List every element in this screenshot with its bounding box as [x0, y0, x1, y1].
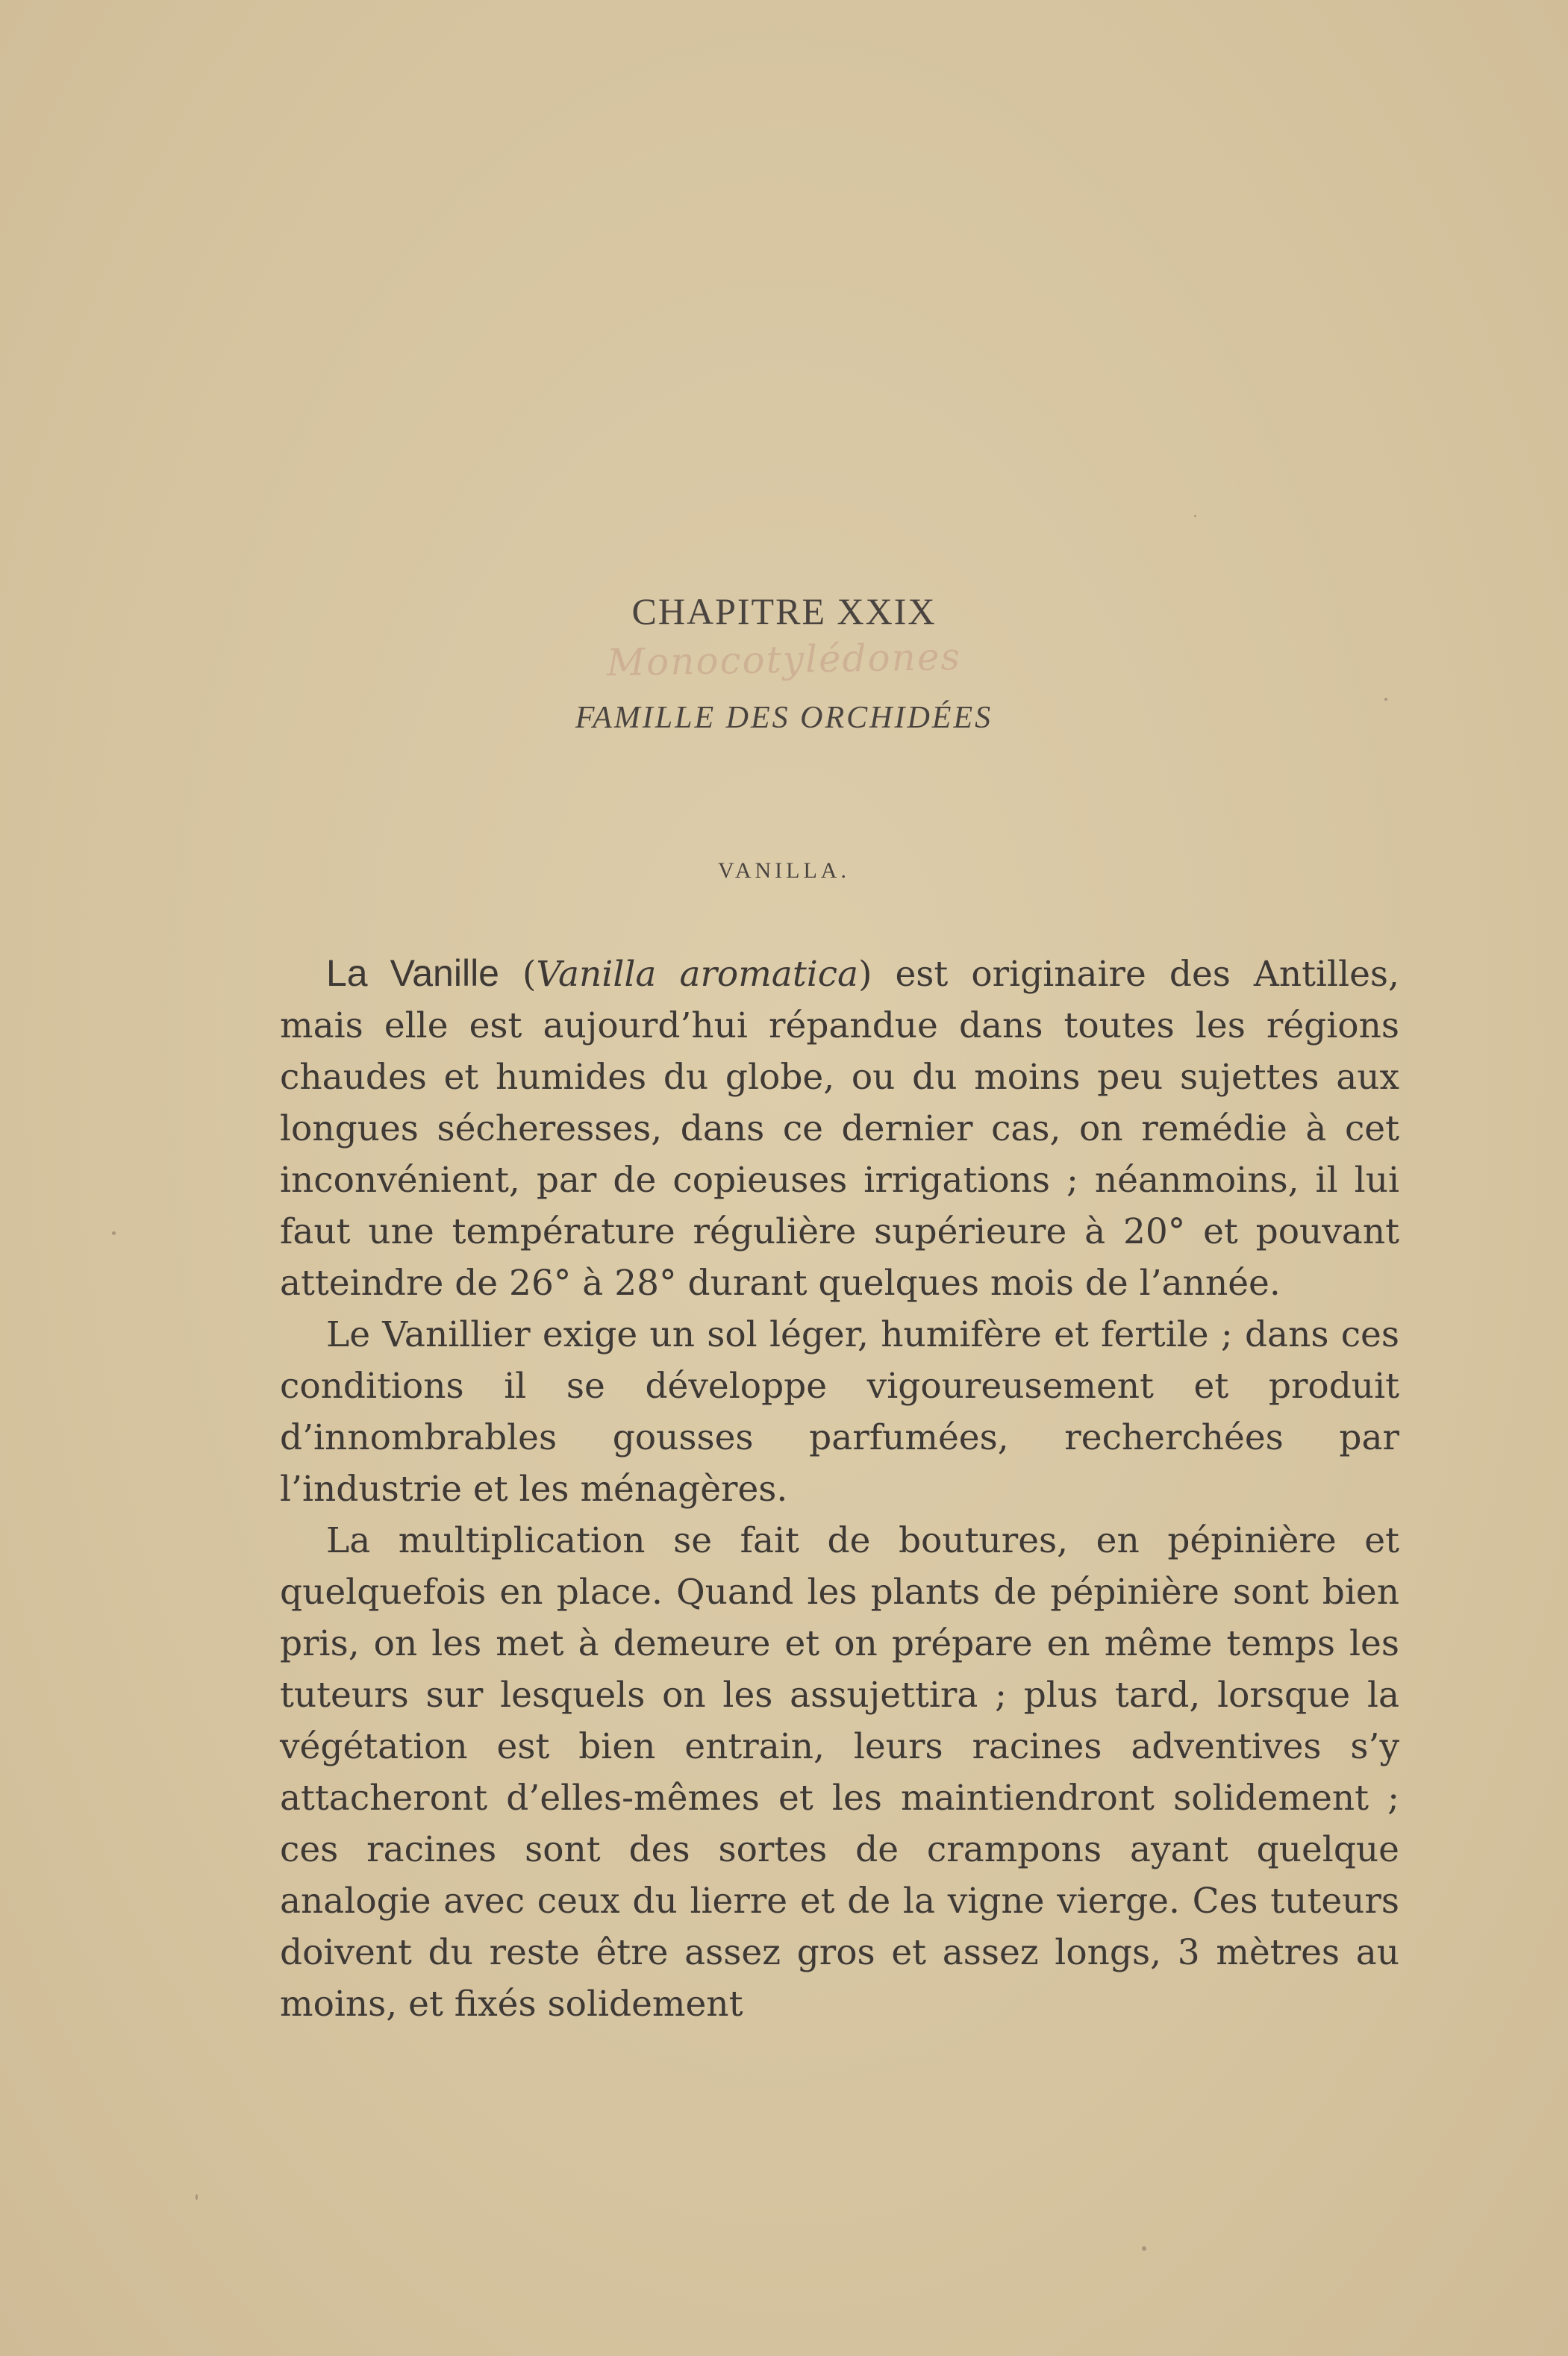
- paragraph-lead: La Vanille: [326, 952, 499, 994]
- paren-open: (: [499, 954, 537, 995]
- paragraph-3: La multiplication se fait de boutures, en pépinière et quelquefois en place. Quand les plants de pépinière sont bien pris, on les met à demeure et on prépare en même temps les tuteurs sur lesquels on les assujettira ; plus tard, lorsque la végétation est bien entrain, leurs racines adventives s’y attacheront d’elles-mêmes et les maintiendront solidement ; ces racines sont des sortes de crampons ayant quelque analogie avec ceux du lierre et de la vigne vierge. Ces tuteurs doivent du reste être assez gros et assez longs, 3 mètres au moins, et fixés solidement: [280, 1520, 1399, 2025]
- paper-speck: [196, 2194, 198, 2200]
- chapter-title: CHAPITRE XXIX: [631, 590, 937, 632]
- paper-speck: [1142, 2246, 1146, 2251]
- paper-speck: [1194, 515, 1196, 517]
- paper-speck: [112, 1231, 116, 1235]
- handwritten-annotation: Monocotylédones: [606, 634, 962, 685]
- paragraph-1: [280, 948, 1399, 1309]
- paper-speck: [1384, 698, 1387, 701]
- body-text: [280, 948, 1399, 2030]
- family-title: FAMILLE DES ORCHIDÉES: [575, 701, 993, 735]
- latin-name: Vanilla aromatica: [536, 954, 859, 995]
- paragraph-text: ) est originaire des Antilles, mais elle est aujourd’hui répandue dans toutes les régions chaudes et humides du globe, ou du moins peu sujettes aux longues sécheresses, dans ce dernier cas, on remédie à cet inconvénient, par de copieuses irrigations ; néanmoins, il lui faut une température régulière supérieure à 20° et pouvant atteindre de 26° à 28° durant quelques mois de l’année.: [280, 954, 1399, 1304]
- section-title: VANILLA.: [718, 858, 850, 883]
- paragraph-2: Le Vanillier exige un sol léger, humifère et fertile ; dans ces conditions il se développe vigoureusement et produit d’innombrables gousses parfumées, recherchées par l’industrie et les ménagères.: [280, 1314, 1399, 1510]
